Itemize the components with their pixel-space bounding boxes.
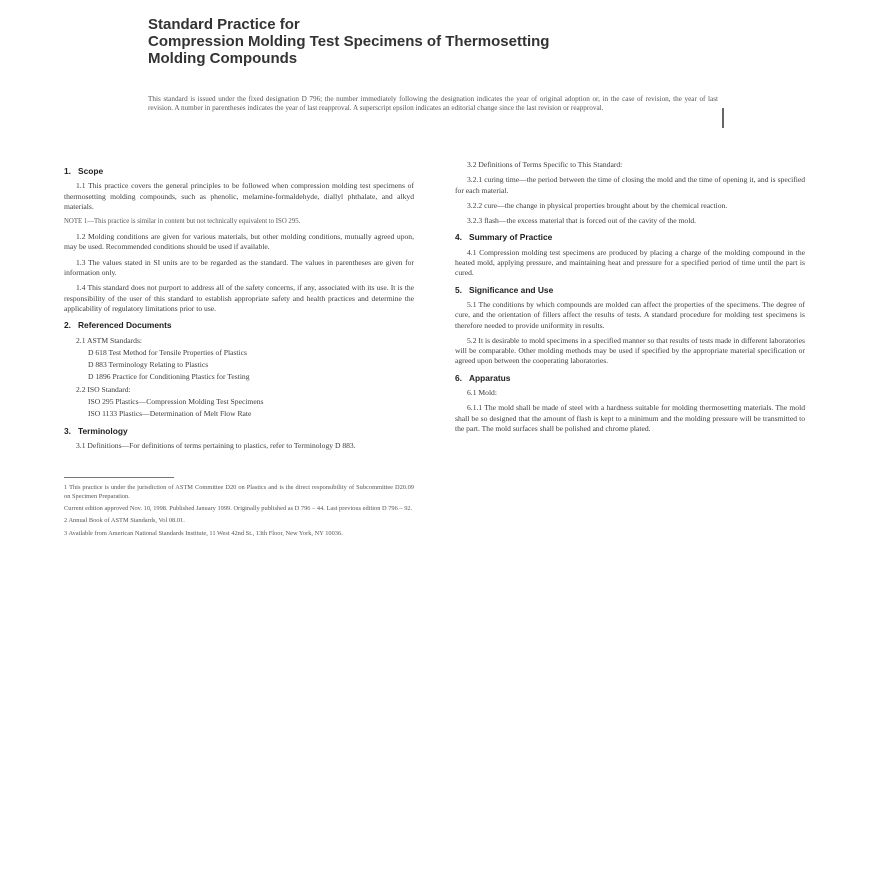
section-number: 3. (64, 425, 71, 436)
section-heading-referenced-documents (64, 320, 414, 330)
section-title: Apparatus (469, 372, 511, 383)
reference-item: ISO 295 Plastics—Compression Molding Test Specimens (88, 397, 264, 407)
paragraph: 1.1 This practice covers the general principles to be followed when compression molding test specimens of thermosetting molding compounds, such as phenolic, melamine-formaldehyde, diallyl phthalate, and alkyd materials. (64, 181, 414, 211)
section-heading-terminology (64, 426, 414, 436)
reference-item: 2.1 ASTM Standards: (76, 335, 143, 345)
section-number: 4. (455, 232, 462, 243)
subheading: 6.1 Mold: (467, 388, 497, 398)
designation-note: This standard is issued under the fixed designation D 796; the number immediately following the designation indicates the year of original adoption or, in the case of revision, the year of last revision. A number in parentheses indicates the year of last reapproval. A superscript epsilon indicates an editorial change since the last revision or reapproval. (148, 95, 718, 113)
title-line: Compression Molding Test Specimens of Thermosetting (148, 33, 550, 50)
reference-item: 2.2 ISO Standard: (76, 384, 131, 394)
paragraph: 5.1 The conditions by which compounds are molded can affect the properties of the specimens. The degree of cure, and the orientation of fillers affect the results of tests. A standard procedure for molding test specimens is therefore needed to provide uniformity in results. (455, 299, 805, 330)
paragraph: 3.2.1 curing time—the period between the time of closing the mold and the time of opening it, and is specified for each material. (455, 175, 805, 195)
note: NOTE 1—This practice is similar in content but not technically equivalent to ISO 295. (64, 218, 301, 226)
title-line: Molding Compounds (148, 50, 298, 67)
section-title: Terminology (78, 425, 128, 436)
section-title: Significance and Use (469, 284, 554, 295)
section-number: 6. (455, 372, 462, 383)
footnote: 3 Available from American National Standards Institute, 11 West 42nd St., 13th Floor, New York, NY 10036. (64, 529, 343, 537)
right-column (455, 160, 805, 439)
section-heading-scope (64, 166, 414, 176)
reference-item: ISO 1133 Plastics—Determination of Melt Flow Rate (88, 409, 252, 419)
reference-item: D 883 Terminology Relating to Plastics (88, 360, 209, 370)
title-line: Standard Practice for (148, 16, 300, 33)
section-number: 2. (64, 320, 71, 331)
section-title: Summary of Practice (469, 232, 553, 243)
paragraph: 3.2.3 flash—the excess material that is forced out of the cavity of the mold. (467, 216, 697, 226)
footnote: 2 Annual Book of ASTM Standards, Vol 08.01. (64, 517, 185, 525)
paragraph: 5.2 It is desirable to mold specimens in a specified manner so that results of tests made in different laboratories will be comparable. Other molding methods may be used if specified by the appropriate material specification or agreed upon between the cooperating laboratories. (455, 335, 805, 366)
section-heading-summary (455, 232, 805, 242)
paragraph: 1.4 This standard does not purport to address all of the safety concerns, if any, associated with its use. It is the responsibility of the user of this standard to establish appropriate safety and health practices and determine the applicability of regulatory limitations prior to use. (64, 283, 414, 313)
paragraph: 1.2 Molding conditions are given for various materials, but other molding conditions, mutually agreed upon, may be used. Recommended conditions should be used if available. (64, 232, 414, 252)
paragraph: 4.1 Compression molding test specimens are produced by placing a charge of the molding compound in the heated mold, applying pressure, and maintaining heat and pressure for a specified period of time until the part is cured. (455, 247, 805, 278)
paragraph: 6.1.1 The mold shall be made of steel with a hardness suitable for molding thermosetting materials. The mold shall be so designed that the amount of flash is kept to a minimum and the molding pressure will be transmitted to the part. The mold surfaces shall be polished and chrome plated. (455, 403, 805, 433)
paragraph: 3.2 Definitions of Terms Specific to This Standard: (467, 160, 623, 169)
footnote: Current edition approved Nov. 10, 1998. Published January 1999. Originally published as D 796 – 44. Last previous edition D 796 – 92. (64, 505, 413, 513)
section-title: Referenced Documents (78, 320, 172, 331)
section-title: Scope (78, 166, 104, 176)
section-heading-significance (455, 285, 805, 295)
left-column (64, 160, 414, 542)
footnote-divider (64, 477, 174, 478)
section-number: 1. (64, 166, 71, 176)
section-number: 5. (455, 284, 462, 295)
reference-item: D 618 Test Method for Tensile Properties of Plastics (88, 347, 247, 357)
footnote: 1 This practice is under the jurisdiction of ASTM Committee D20 on Plastics and is the direct responsibility of Subcommittee D20.09 on Specimen Preparation. (64, 484, 414, 500)
paragraph: 3.1 Definitions—For definitions of terms pertaining to plastics, refer to Terminology D 883. (76, 440, 356, 450)
paragraph: 3.2.2 cure—the change in physical properties brought about by the chemical reaction. (467, 200, 728, 210)
reference-item: D 1896 Practice for Conditioning Plastics for Testing (88, 372, 250, 382)
document-title (148, 16, 708, 67)
section-heading-apparatus (455, 373, 805, 383)
revision-bar (722, 108, 724, 128)
paragraph: 1.3 The values stated in SI units are to be regarded as the standard. The values in parentheses are given for information only. (64, 257, 414, 278)
